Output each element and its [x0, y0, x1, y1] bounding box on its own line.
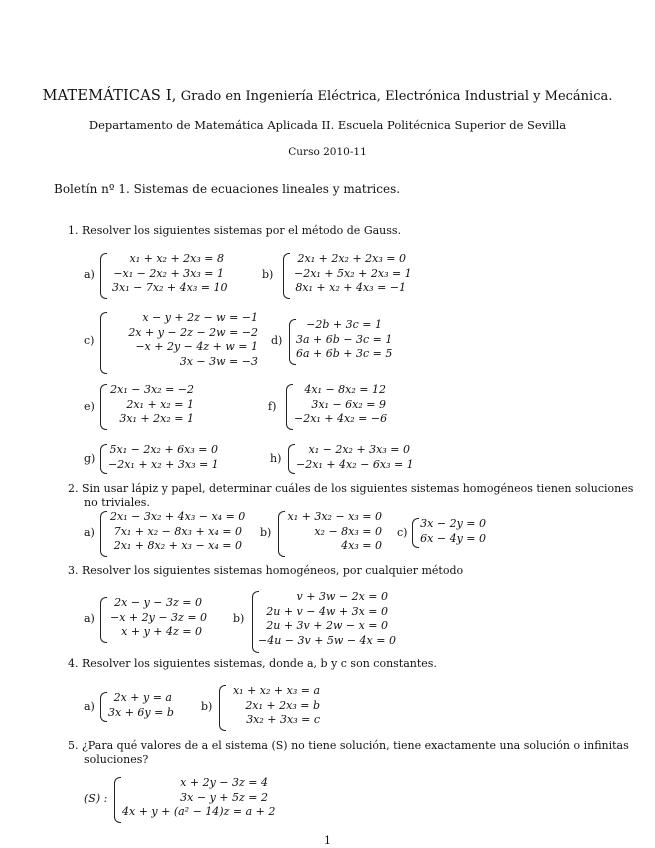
- left-brace: [288, 444, 295, 474]
- system-4a: [108, 691, 172, 720]
- left-brace: [278, 511, 285, 557]
- left-brace: [100, 444, 107, 474]
- system-label: a): [84, 268, 95, 281]
- system-1g: [108, 443, 218, 472]
- system-label: c): [397, 526, 408, 539]
- equation: −x + 2y − 4z + w = 1: [135, 340, 258, 353]
- equation: 2x₁ + 2x₃ = b: [245, 698, 320, 712]
- title-main: MATEMÁTICAS I,: [42, 88, 177, 104]
- title-rest: Grado en Ingeniería Eléctrica, Electrónica Industrial y Mecánica.: [180, 89, 613, 104]
- system-label: b): [260, 526, 272, 539]
- system-2a: [110, 510, 246, 554]
- problem-statement: Sin usar lápiz y papel, determinar cuáles de los siguientes sistemas homogéneos tienen soluciones: [82, 482, 634, 495]
- left-brace: [114, 777, 121, 823]
- equation: 2x₁ − 3x₂ = −2: [110, 383, 194, 396]
- system-label: h): [270, 452, 282, 465]
- problem-4: [68, 657, 437, 670]
- system-1a: [112, 252, 228, 296]
- equation: −2x₁ + 4x₂ − 6x₃ = 1: [296, 457, 414, 471]
- problem-2-line2: no triviales.: [84, 496, 150, 509]
- problem-number: 2.: [68, 482, 79, 495]
- equation: 3x − 2y = 0: [420, 517, 486, 530]
- left-brace: [283, 253, 290, 299]
- system-2c: [420, 517, 486, 546]
- system-1b: [294, 252, 412, 296]
- equation: 6a + 6b + 3c = 5: [296, 347, 393, 360]
- equation: 3x₂ + 3x₃ = c: [246, 713, 320, 726]
- equation: 2u + v − 4w + 3x = 0: [266, 604, 388, 618]
- problem-3: [68, 564, 463, 577]
- problem-statement: Resolver los siguientes sistemas, donde a, b y c son constantes.: [82, 657, 437, 670]
- left-brace: [100, 384, 107, 430]
- equation: 3x₁ − 7x₂ + 4x₃ = 10: [112, 281, 228, 294]
- equation: x + y + 4z = 0: [121, 625, 202, 638]
- equation: 2x₁ − 3x₂ + 4x₃ − x₄ = 0: [110, 510, 246, 523]
- left-brace: [286, 384, 293, 430]
- page-number: 1: [324, 834, 331, 847]
- system-1h: [296, 443, 414, 472]
- system-3a: [110, 596, 208, 640]
- system-3b: [258, 590, 396, 648]
- equation: 3x + 6y = b: [108, 705, 174, 719]
- equation: 2x₁ + 2x₂ + 2x₃ = 0: [297, 252, 406, 265]
- equation: 3x − 3w = −3: [179, 354, 258, 368]
- equation: 7x₁ + x₂ − 8x₃ + x₄ = 0: [113, 524, 242, 538]
- system-label: a): [84, 612, 95, 625]
- problem-2: [68, 482, 633, 495]
- system-label: f): [268, 400, 277, 413]
- system-1f: [294, 383, 386, 427]
- left-brace: [100, 597, 107, 643]
- left-brace: [100, 312, 107, 374]
- problem-number: 3.: [68, 564, 79, 577]
- problem-number: 4.: [68, 657, 79, 670]
- system-label: g): [84, 452, 96, 465]
- equation: −x₁ − 2x₂ + 3x₃ = 1: [113, 266, 224, 280]
- equation: x₂ − 8x₃ = 0: [314, 524, 382, 538]
- system-1c: [110, 311, 258, 369]
- problem-number: 5.: [68, 739, 79, 752]
- equation: 2x + y − 2z − 2w = −2: [128, 325, 258, 339]
- left-brace: [100, 511, 107, 557]
- left-brace: [412, 518, 419, 548]
- equation: −2x₁ + x₂ + 3x₃ = 1: [108, 457, 219, 471]
- equation: x − y + 2z − w = −1: [142, 311, 258, 324]
- equation: 8x₁ + x₂ + 4x₃ = −1: [295, 281, 406, 294]
- system-label: d): [271, 334, 283, 347]
- problem-1: [68, 224, 401, 237]
- equation: x₁ + 3x₂ − x₃ = 0: [287, 510, 382, 523]
- equation: x + 2y − 3z = 4: [180, 776, 268, 789]
- department: Departamento de Matemática Aplicada II. Escuela Politécnica Superior de Sevilla: [88, 118, 567, 132]
- left-brace: [289, 319, 296, 365]
- equation: 3x₁ − 6x₂ = 9: [311, 397, 386, 411]
- equation: v + 3w − 2x = 0: [296, 590, 388, 603]
- equation: x₁ + x₂ + x₃ = a: [232, 684, 320, 697]
- equation: −2b + 3c = 1: [306, 318, 382, 331]
- system-4b: [226, 684, 320, 728]
- system-label: b): [262, 268, 274, 281]
- equation: −2x₁ + 5x₂ + 2x₃ = 1: [294, 266, 412, 280]
- problem-statement: Resolver los siguientes sistemas por el método de Gauss.: [82, 224, 402, 237]
- system-1d: [296, 318, 393, 362]
- system-label: e): [84, 400, 95, 413]
- system-label: a): [84, 700, 95, 713]
- boletin-heading: Boletín nº 1. Sistemas de ecuaciones lineales y matrices.: [54, 182, 401, 196]
- equation: 4x₁ − 8x₂ = 12: [304, 383, 386, 396]
- left-brace: [100, 692, 107, 722]
- problem-number: 1.: [68, 224, 79, 237]
- equation: −2x₁ + 4x₂ = −6: [294, 412, 388, 425]
- problem-statement: Resolver los siguientes sistemas homogéneos, por cualquier método: [82, 564, 464, 577]
- equation: x₁ + x₂ + 2x₃ = 8: [129, 252, 224, 265]
- system-label: b): [233, 612, 245, 625]
- system-2b: [286, 510, 382, 554]
- system-5: [122, 776, 276, 820]
- equation: x₁ − 2x₂ + 3x₃ = 0: [308, 443, 410, 456]
- system-label: b): [201, 700, 213, 713]
- system-label: (S) :: [84, 792, 108, 805]
- problem-5: [68, 739, 629, 752]
- equation: 2x − y − 3z = 0: [114, 596, 202, 609]
- course: Curso 2010-11: [288, 146, 367, 158]
- equation: 2x₁ + x₂ = 1: [126, 397, 194, 411]
- equation: −4u − 3v + 5w − 4x = 0: [258, 633, 396, 647]
- equation: 3a + 6b − 3c = 1: [296, 332, 393, 346]
- left-brace: [219, 685, 226, 731]
- equation: 2x + y = a: [113, 691, 172, 704]
- problem-5-line2: soluciones?: [84, 753, 149, 766]
- equation: 6x − 4y = 0: [420, 531, 486, 545]
- system-label: a): [84, 526, 95, 539]
- equation: 4x + y + (a² − 14)z = a + 2: [122, 805, 276, 818]
- equation: 2x₁ + 8x₂ + x₃ − x₄ = 0: [113, 539, 242, 552]
- system-label: c): [84, 334, 95, 347]
- equation: 4x₃ = 0: [341, 539, 382, 552]
- system-1e: [110, 383, 194, 427]
- equation: 3x − y + 5z = 2: [180, 790, 268, 804]
- left-brace: [100, 253, 107, 299]
- document-title: [0, 88, 655, 104]
- equation: 2u + 3v + 2w − x = 0: [266, 619, 388, 632]
- equation: 3x₁ + 2x₂ = 1: [119, 412, 194, 425]
- equation: −x + 2y − 3z = 0: [110, 610, 208, 624]
- equation: 5x₁ − 2x₂ + 6x₃ = 0: [109, 443, 218, 456]
- problem-statement: ¿Para qué valores de a el sistema (S) no tiene solución, tiene exactamente una solución o infinitas: [82, 739, 629, 752]
